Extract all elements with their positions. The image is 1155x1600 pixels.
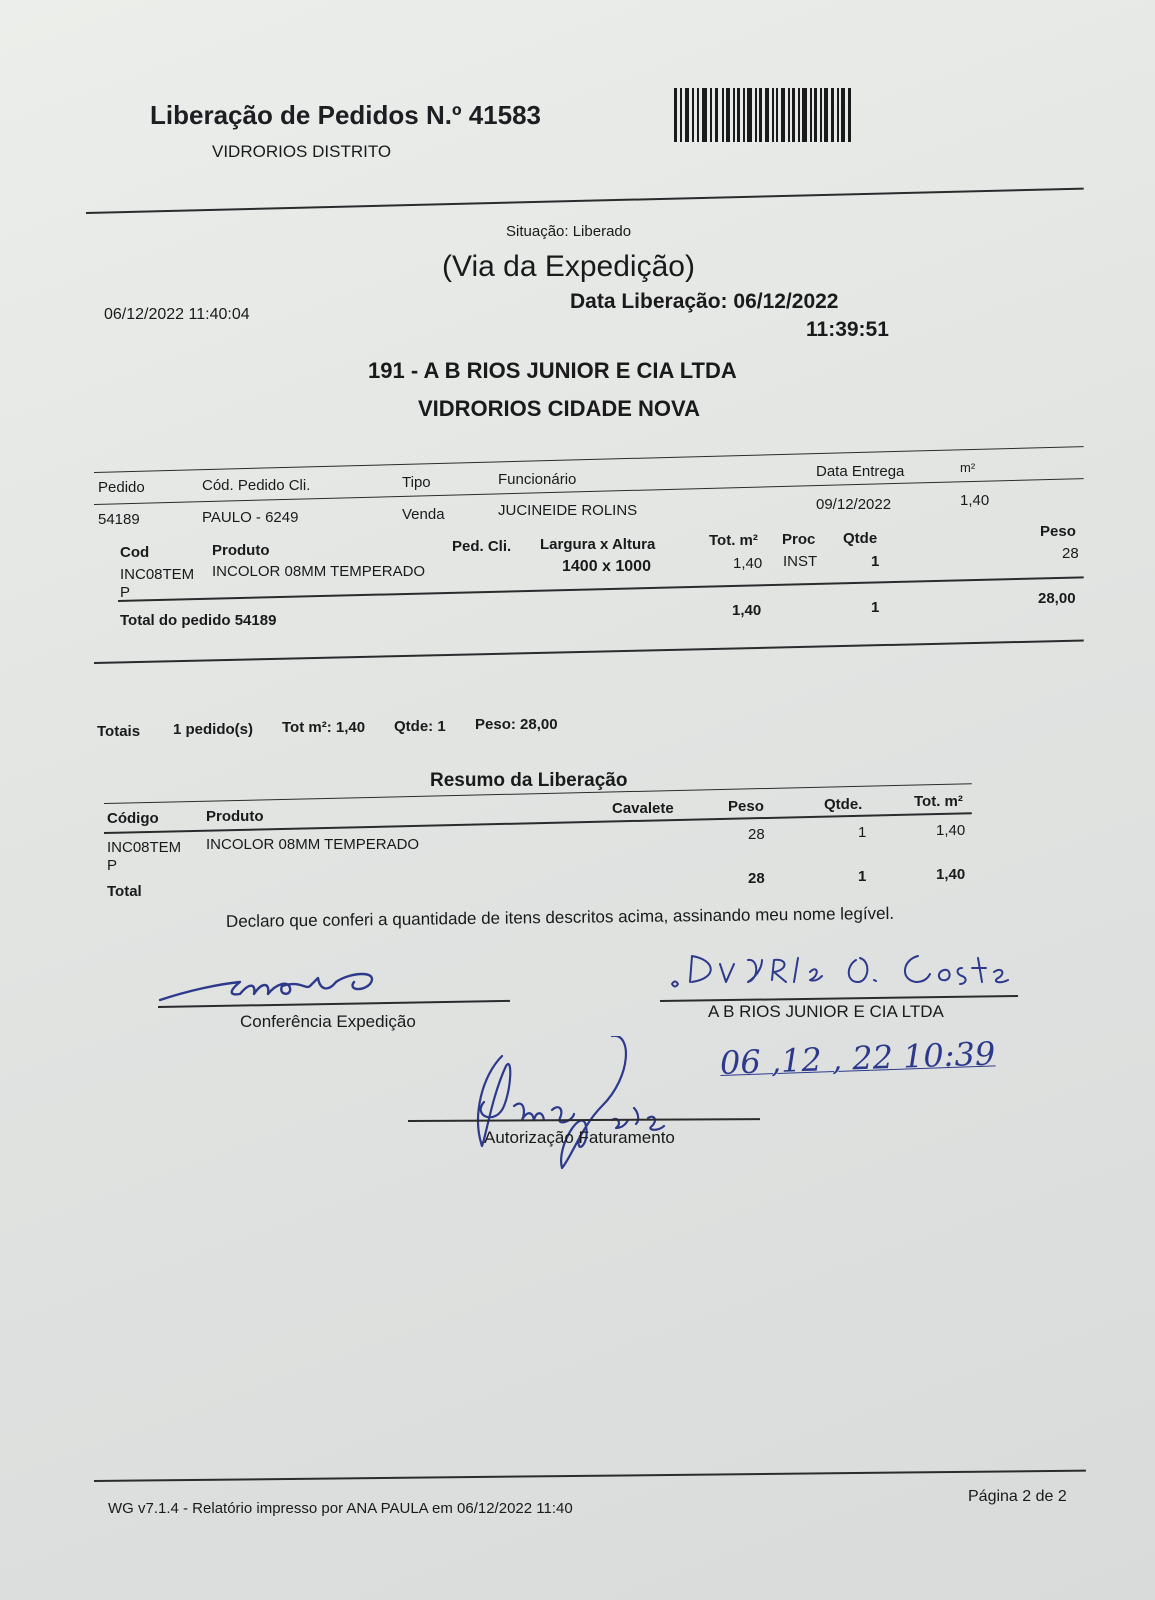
autorizacao-signature [462,1036,702,1176]
col-ped-cli: Ped. Cli. [452,538,512,555]
resumo-total-peso: 28 [748,870,765,887]
totais-peso: Peso: 28,00 [475,716,558,733]
col-data-entrega: Data Entrega [816,463,905,480]
cell-m2: 1,40 [960,492,990,509]
company-subtitle: VIDRORIOS DISTRITO [212,142,392,161]
order-table-bottom-rule [94,640,1084,664]
resumo-col-peso: Peso [728,798,764,815]
totais-label: Totais [97,723,141,740]
header-divider [86,188,1084,214]
resumo-col-produto: Produto [206,808,264,825]
resumo-cell-produto: INCOLOR 08MM TEMPERADO [206,836,420,853]
footer-rule [94,1470,1086,1482]
barcode [674,88,854,142]
totais-pedidos: 1 pedido(s) [173,721,254,738]
cell-proc: INST [783,553,818,570]
item-total-rule [118,576,1084,602]
cell-cod-line1: INC08TEM [120,566,195,583]
cell-produto: INCOLOR 08MM TEMPERADO [212,563,426,580]
cell-peso: 28 [1062,545,1079,562]
resumo-col-qtde: Qtde. [824,796,863,813]
col-largura-altura: Largura x Altura [540,536,656,553]
resumo-title: Resumo da Liberação [430,770,628,791]
col-qtde: Qtde [843,530,878,547]
cell-cod-line2: P [120,584,131,601]
declaration-text: Declaro que conferi a quantidade de itens descritos acima, assinando meu nome legível. [225,903,895,931]
col-cod: Cod [120,544,150,561]
order-total-m2: 1,40 [732,602,762,619]
order-total-label: Total do pedido 54189 [120,612,277,629]
resumo-col-cavalete: Cavalete [612,800,674,817]
resumo-cell-codigo-line1: INC08TEM [107,839,182,856]
cell-pedido: 54189 [98,511,140,528]
client-signature [660,944,1020,1000]
cell-cod-pedido-cli: PAULO - 6249 [202,509,299,526]
col-tot-m2: Tot. m² [709,532,758,549]
cell-tipo: Venda [402,506,445,523]
cell-qtde: 1 [871,553,880,570]
cell-data-entrega: 09/12/2022 [816,496,892,513]
col-cod-pedido-cli: Cód. Pedido Cli. [202,477,311,494]
resumo-cell-qtde: 1 [858,824,867,841]
client-name: 191 - A B RIOS JUNIOR E CIA LTDA [368,358,737,383]
footer-page-number: Página 2 de 2 [968,1488,1067,1505]
resumo-total-tot-m2: 1,40 [936,866,966,883]
handwritten-date: 06 ,12 , 22 10:39 [719,1034,996,1082]
resumo-cell-tot-m2: 1,40 [936,822,966,839]
release-date: Data Liberação: 06/12/2022 [570,290,839,313]
via-label: (Via da Expedição) [442,250,695,283]
col-proc: Proc [782,531,816,548]
release-time: 11:39:51 [806,318,889,341]
resumo-total-qtde: 1 [858,868,867,885]
col-produto: Produto [212,542,270,559]
order-total-peso: 28,00 [1038,590,1076,607]
totais-m2: Tot m²: 1,40 [282,719,366,736]
conferencia-label: Conferência Expedição [240,1012,416,1031]
status-label: Situação: Liberado [506,223,632,240]
autorizacao-label: Autorização Faturamento [484,1128,675,1147]
resumo-cell-peso: 28 [748,826,765,843]
order-total-qtde: 1 [871,599,880,616]
client-sign-label: A B RIOS JUNIOR E CIA LTDA [708,1002,944,1021]
resumo-col-codigo: Código [107,810,159,827]
printed-datetime: 06/12/2022 11:40:04 [104,306,250,323]
col-m2: m² [960,460,976,475]
col-tipo: Tipo [402,474,431,491]
document-title: Liberação de Pedidos N.º 41583 [150,100,541,130]
resumo-cell-codigo-line2: P [107,857,118,874]
totais-qtde: Qtde: 1 [394,718,446,735]
footer-report-info: WG v7.1.4 - Relatório impresso por ANA PAULA em 06/12/2022 11:40 [108,1500,573,1517]
col-pedido: Pedido [98,479,145,496]
col-funcionario: Funcionário [498,471,577,488]
client-branch: VIDRORIOS CIDADE NOVA [418,396,700,421]
col-peso: Peso [1040,523,1076,540]
resumo-col-tot-m2: Tot. m² [914,793,963,810]
cell-tot-m2: 1,40 [733,555,763,572]
resumo-total-label: Total [107,883,142,900]
cell-largura-altura: 1400 x 1000 [562,558,651,575]
order-table-top-rule [94,446,1084,473]
cell-funcionario: JUCINEIDE ROLINS [498,502,638,519]
